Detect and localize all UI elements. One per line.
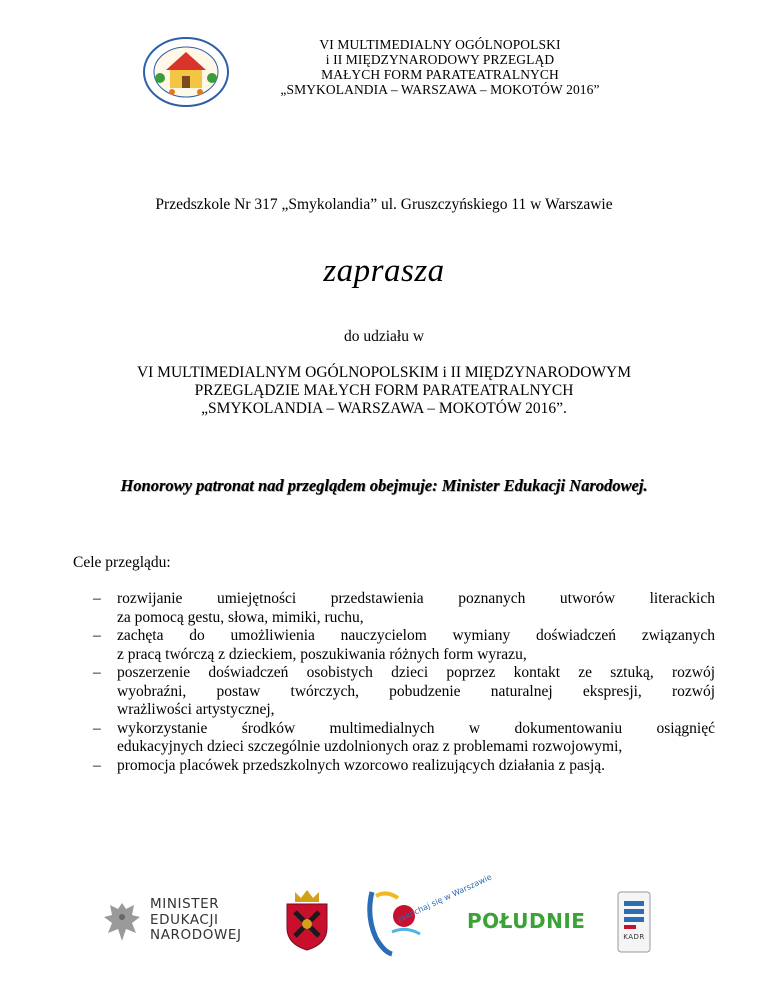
men-line: MINISTER: [150, 896, 220, 912]
organizer-line: Przedszkole Nr 317 „Smykolandia” ul. Gruszczyńskiego 11 w Warszawie: [155, 196, 613, 213]
header-title: [240, 37, 640, 97]
men-line: EDUKACJI: [150, 911, 219, 928]
header-line: MAŁYCH FORM PARATEATRALNYCH: [321, 67, 559, 82]
patronage-line: Honorowy patronat nad przeglądem obejmuje: Minister Edukacji Narodowej.: [120, 476, 648, 495]
poludnie-logo: POŁUDNIE: [467, 909, 586, 933]
list-item-line: za pomocą gestu, słowa, mimiki, ruchu,: [117, 608, 364, 626]
list-item-line: poszerzenie doświadczeń osobistych dzieci poprzez kontakt ze sztuką, rozwój: [117, 664, 715, 681]
list-item-line: edukacyjnych dzieci szczególnie uzdolnionych oraz z problemami rozwojowymi,: [117, 738, 623, 755]
list-item-line: z pracą twórczą z dzieckiem, poszukiwania różnych form wyrazu,: [117, 645, 527, 663]
participation-line: do udziału w: [343, 328, 425, 345]
list-bullet: –: [93, 756, 101, 774]
zakochaj-sie-w-warszawie-logo: [362, 872, 494, 958]
kadr-text: KADR: [623, 933, 645, 941]
list-bullet: –: [93, 719, 101, 737]
event-line: „SMYKOLANDIA – WARSZAWA – MOKOTÓW 2016”.: [201, 400, 567, 417]
list-item: [93, 664, 715, 720]
list-item-line: wyobraźni, postaw twórczych, pobudzenie naturalnej ekspresji, rozwój: [117, 682, 715, 700]
men-logo: [100, 893, 260, 953]
list-bullet: –: [93, 664, 101, 681]
list-item: [93, 627, 715, 664]
header-line: i II MIĘDZYNARODOWY PRZEGLĄD: [325, 52, 555, 67]
list-item-line: wykorzystanie środków multimedialnych w dokumentowaniu osiągnięć: [117, 719, 715, 737]
eagle-icon: [100, 897, 144, 949]
list-bullet: –: [93, 627, 101, 644]
event-title: [0, 364, 768, 418]
list-item: [93, 757, 715, 776]
list-item-line: wrażliwości artystycznej,: [117, 701, 275, 718]
event-line: PRZEGLĄDZIE MAŁYCH FORM PARATEATRALNYCH: [194, 382, 574, 399]
list-item-line: zachęta do umożliwienia nauczycielom wymiany doświadczeń związanych: [117, 627, 715, 644]
header-line: „SMYKOLANDIA – WARSZAWA – MOKOTÓW 2016”: [280, 82, 600, 97]
goals-title: Cele przeglądu:: [73, 554, 171, 571]
list-item: [93, 590, 715, 627]
event-line: VI MULTIMEDIALNYM OGÓLNOPOLSKIM i II MIĘDZYNARODOWYM: [136, 364, 632, 381]
invite-word: zaprasza: [323, 253, 445, 289]
men-line: NARODOWEJ: [150, 927, 242, 943]
goals-list: [93, 590, 715, 775]
zakochaj-text: zakochaj się w Warszawie: [396, 872, 494, 925]
kadr-logo: [617, 891, 651, 953]
mokotow-crest-logo: [281, 888, 333, 952]
list-item-line: rozwijanie umiejętności przedstawienia poznanych utworów literackich: [117, 590, 715, 607]
header-line: VI MULTIMEDIALNY OGÓLNOPOLSKI: [319, 37, 561, 52]
list-item-line: promocja placówek przedszkolnych wzorcowo realizujących działania z pasją.: [117, 756, 606, 774]
smykolandia-logo: [142, 36, 230, 108]
list-item: [93, 720, 715, 757]
list-bullet: –: [93, 590, 101, 607]
